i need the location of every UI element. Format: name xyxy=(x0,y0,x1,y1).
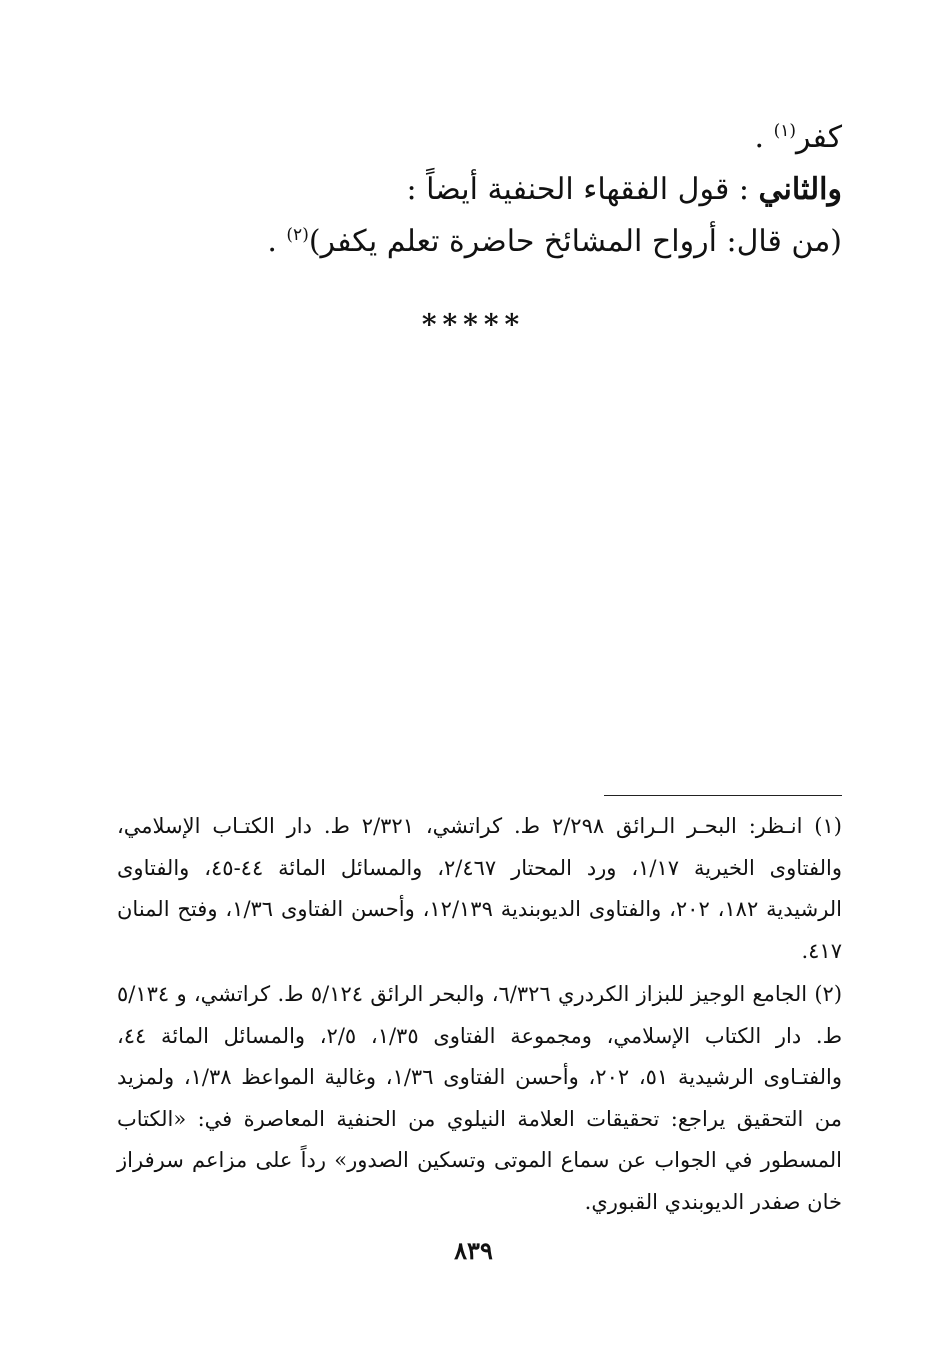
footnote-ref-1[interactable]: (١) xyxy=(773,121,796,141)
second-label: والثاني xyxy=(758,172,842,207)
footnotes-block xyxy=(117,806,842,1223)
quoted-statement: (من قال: أرواح المشائخ حاضرة تعلم يكفر) xyxy=(308,224,842,259)
line-end-period: . xyxy=(267,224,277,259)
main-text-block xyxy=(122,112,842,268)
footnote-2: (٢) الجامع الوجيز للبزاز الكردري ٦/٣٢٦، والبحر الرائق ٥/١٢٤ ط. كراتشي، و ٥/١٣٤ ط. دار الكتاب الإسلامي، ومجموعة الفتاوى ١/٣٥، ٢/٥، والمسائل المائة ٤٤، والفتـاوى الرشيدية ٥١، ٢٠٢، وأحسن الفتاوى ١/٣٦، وغالية المواعظ ١/٣٨، ولمزيد من التحقيق يراجع: تحقيقات العلامة النيلوي من الحنفية المعاصرة في: «الكتاب المسطور في الجواب عن سماع الموتى وتسكين الصدور» رداً على مزاعم سرفراز خان صفدر الديوبندي القبوري. xyxy=(117,982,843,1214)
text-line-1 xyxy=(122,112,842,164)
second-statement: : قول الفقهاء الحنفية أيضاً : xyxy=(406,172,749,207)
line-end-period: . xyxy=(754,120,765,155)
footnote-divider xyxy=(604,795,842,796)
text-line-2 xyxy=(122,164,842,216)
section-separator: ***** xyxy=(421,308,526,341)
word-kufr: كفر xyxy=(795,120,842,155)
footnote-1: (١) انـظر: البحـر الـرائق ٢/٢٩٨ ط. كراتشي، ٢/٣٢١ ط. دار الكتـاب الإسلامي، والفتاوى الخيرية ١/١٧، ورد المحتار ٢/٤٦٧، والمسائل المائة ٤٤-٤٥، والفتاوى الرشيدية ١٨٢، ٢٠٢، والفتاوى الديوبندية ١٢/١٣٩، وأحسن الفتاوى ١/٣٦، وفتح المنان ٤١٧. xyxy=(117,814,843,963)
text-line-3 xyxy=(122,216,842,268)
page-number: ٨٣٩ xyxy=(454,1236,493,1265)
footnote-ref-2[interactable]: (٢) xyxy=(286,225,309,245)
